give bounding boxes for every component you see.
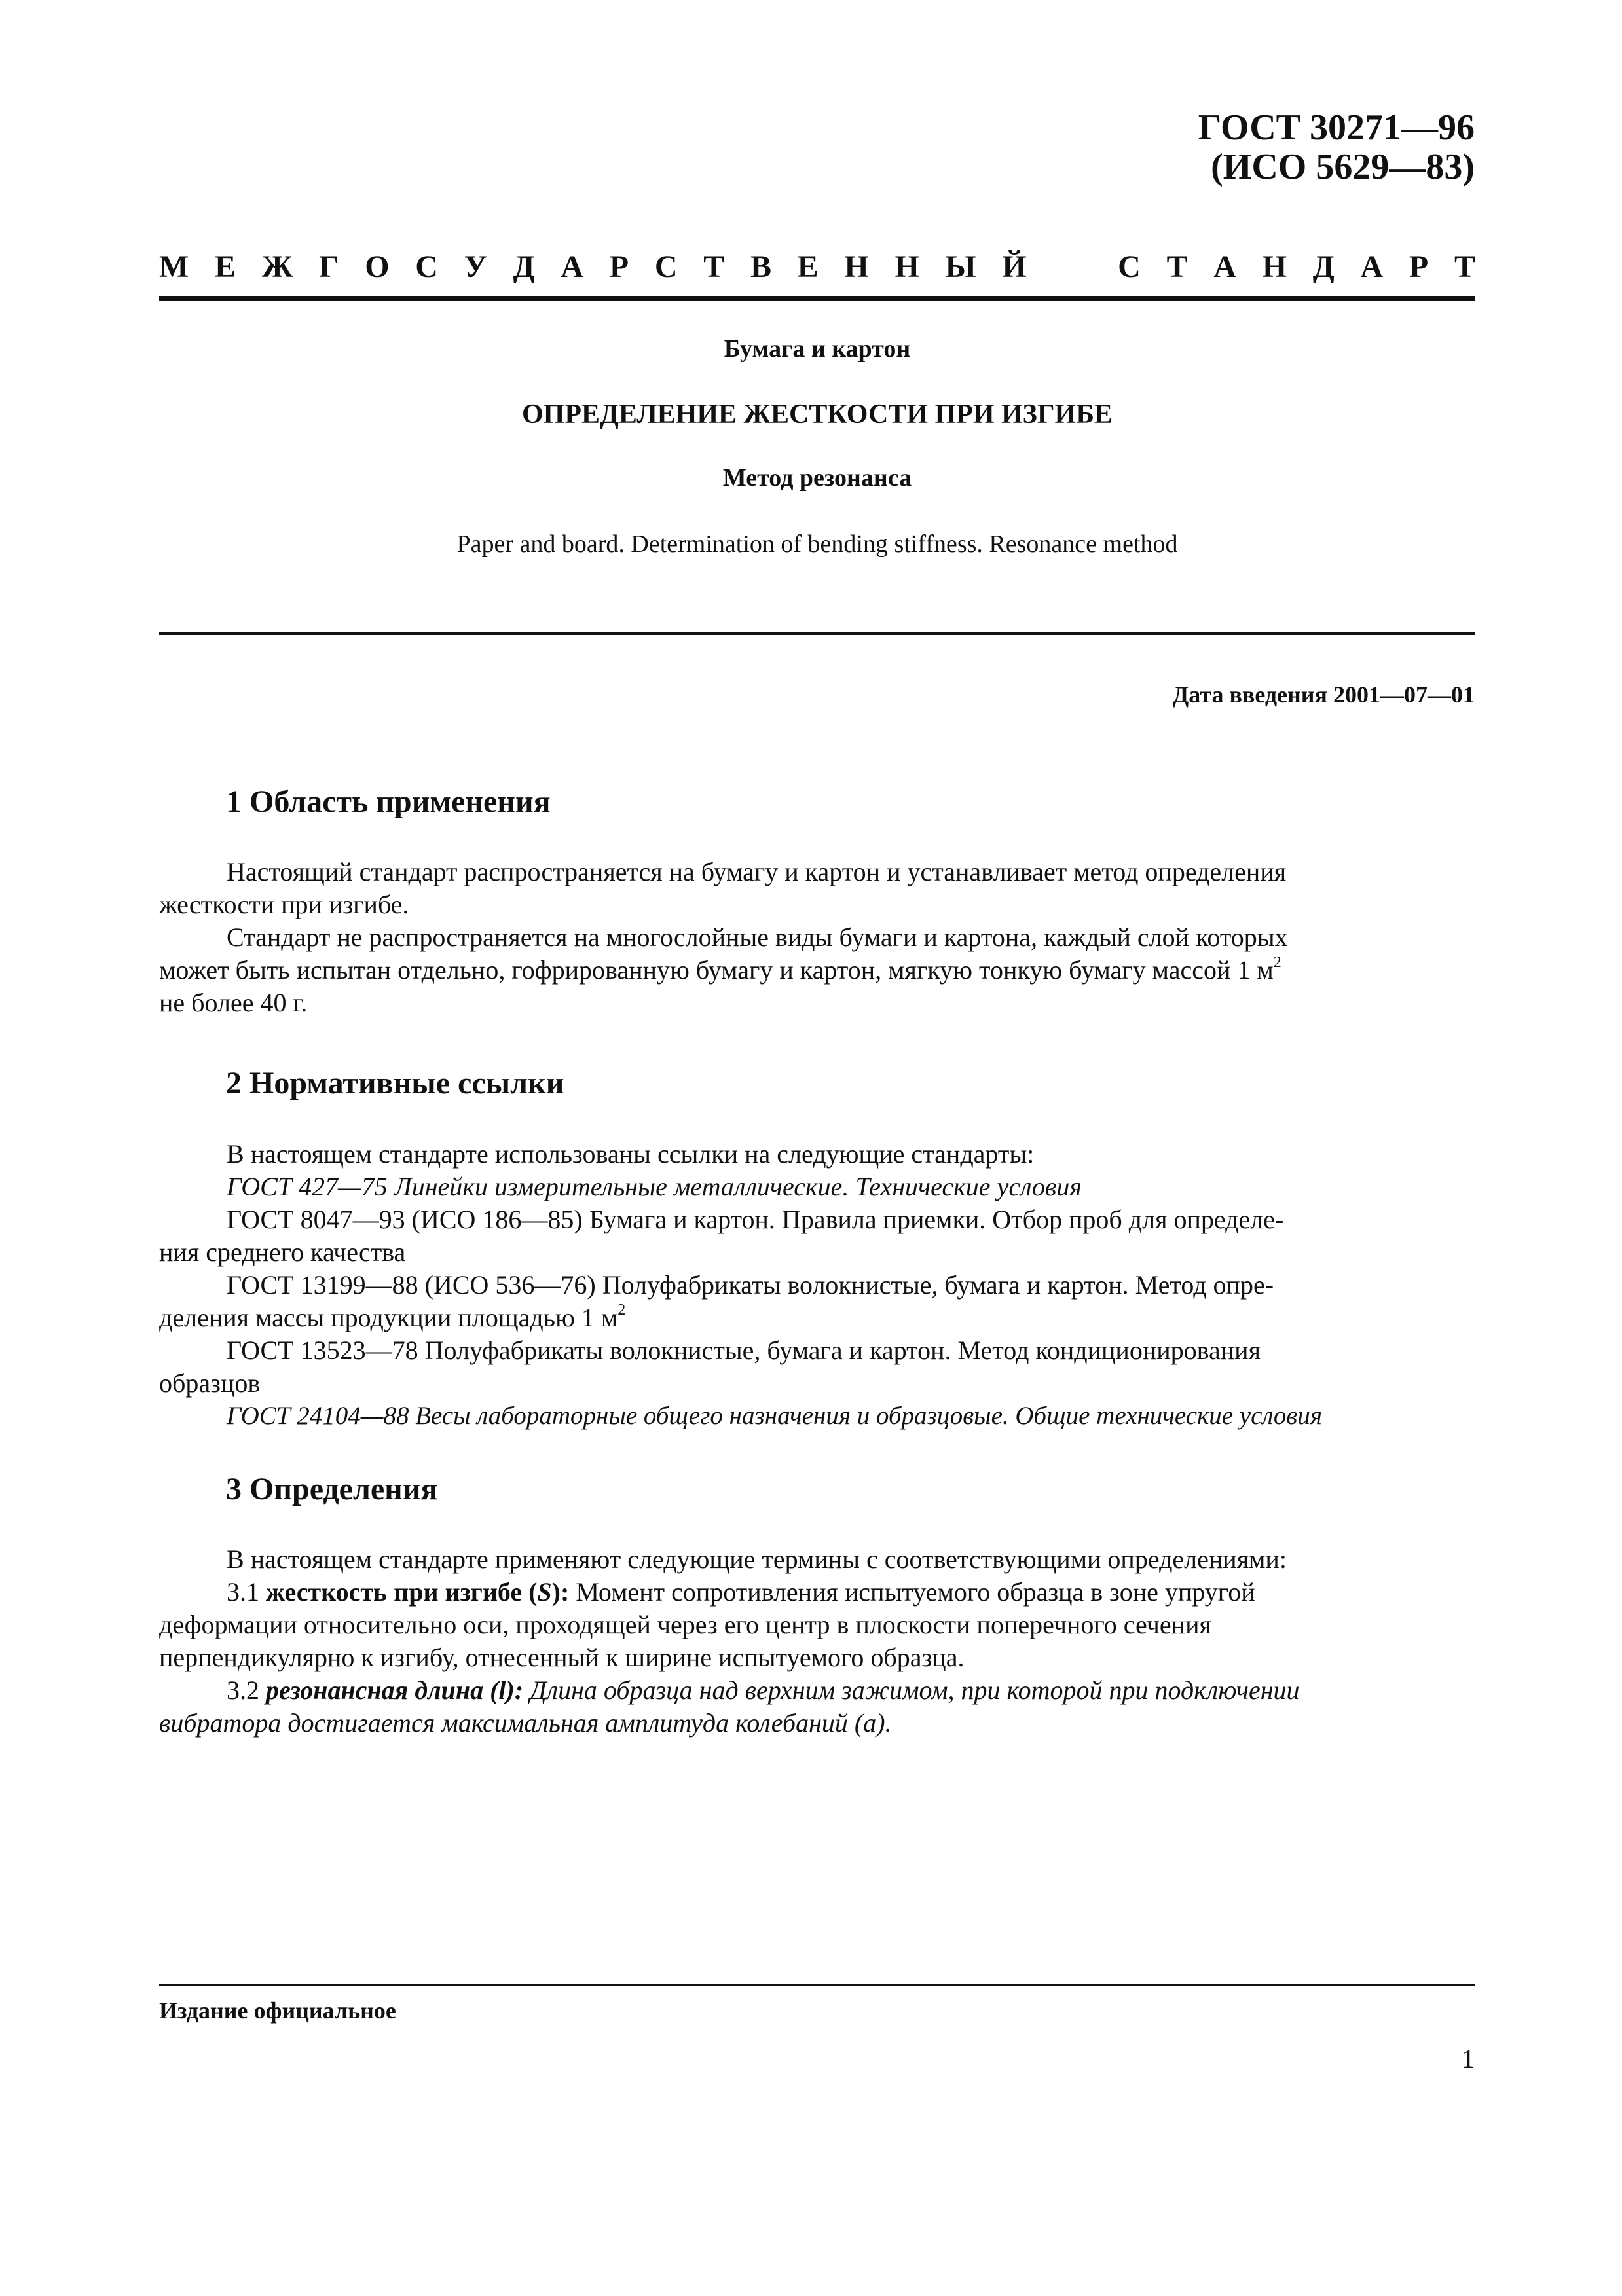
banner-letter: Ы bbox=[945, 249, 976, 284]
banner-letter: Ж bbox=[261, 249, 293, 284]
superscript: 2 bbox=[1273, 953, 1281, 971]
banner-letter: Т bbox=[1166, 249, 1188, 284]
text-line: не более 40 г. bbox=[159, 988, 308, 1017]
section2-heading: 2 Нормативные ссылки bbox=[226, 1066, 564, 1101]
section1-heading: 1 Область применения bbox=[226, 784, 551, 819]
iso-code: (ИСО 5629—83) bbox=[1211, 147, 1475, 187]
definition-number: 3.1 bbox=[227, 1577, 259, 1607]
reference-line: ГОСТ 8047—93 (ИСО 186—85) Бумага и картон. Правила приемки. Отбор проб для определе- bbox=[227, 1205, 1284, 1234]
title-subject: Бумага и картон bbox=[724, 335, 911, 363]
reference-line: ГОСТ 24104—88 Весы лабораторные общего назначения и образцовые. Общие технические условия bbox=[227, 1402, 1322, 1430]
banner-letter: Г bbox=[318, 249, 339, 284]
section2-body bbox=[159, 1138, 1475, 1432]
text-span: деления массы продукции площадью 1 м bbox=[159, 1303, 618, 1332]
text-line: В настоящем стандарте применяют следующие термины с соответствующими определениями: bbox=[227, 1544, 1287, 1574]
definition-line: вибратора достигается максимальная амплитуда колебаний (a). bbox=[159, 1708, 892, 1738]
header-rule bbox=[159, 296, 1475, 301]
definition-line bbox=[159, 1674, 1475, 1707]
page-number: 1 bbox=[1462, 2044, 1475, 2073]
banner-gap bbox=[1052, 247, 1092, 287]
definition-line bbox=[159, 1576, 1475, 1609]
text-line: В настоящем стандарте использованы ссылки на следующие стандарты: bbox=[227, 1139, 1035, 1169]
banner-letter: Р bbox=[609, 249, 629, 284]
banner-letter: С bbox=[1118, 249, 1141, 284]
banner-letter: А bbox=[1213, 249, 1236, 284]
definition-symbol: S bbox=[537, 1577, 552, 1607]
banner-letter: О bbox=[365, 249, 390, 284]
banner-letter: У bbox=[464, 249, 487, 284]
section1-body bbox=[159, 856, 1475, 1019]
definition-number: 3.2 bbox=[227, 1675, 259, 1705]
definition-text: Длина образца над верхним зажимом, при которой при подключении bbox=[530, 1675, 1300, 1705]
text-line bbox=[159, 954, 1475, 987]
standard-code-block bbox=[1198, 108, 1475, 187]
definition-term-end: ): bbox=[551, 1577, 570, 1607]
banner-letter: А bbox=[1360, 249, 1384, 284]
banner-letter: А bbox=[561, 249, 584, 284]
reference-line bbox=[159, 1302, 1475, 1334]
definition-term: жесткость при изгибе ( bbox=[266, 1577, 538, 1607]
official-edition-label: Издание официальное bbox=[159, 1997, 396, 2024]
superscript: 2 bbox=[617, 1301, 626, 1319]
banner-letter: Й bbox=[1002, 249, 1027, 284]
interstate-standard-banner bbox=[159, 247, 1475, 287]
title-method: Метод резонанса bbox=[722, 464, 912, 492]
banner-letter: В bbox=[750, 249, 771, 284]
reference-line: ГОСТ 13523—78 Полуфабрикаты волокнистые, бумага и картон. Метод кондиционирования bbox=[227, 1336, 1261, 1365]
banner-letter: Р bbox=[1409, 249, 1429, 284]
title-english: Paper and board. Determination of bending stiffness. Resonance method bbox=[456, 530, 1178, 558]
definition-term: резонансная длина (l): bbox=[266, 1675, 524, 1705]
banner-letter: Т bbox=[1454, 249, 1475, 284]
banner-letter: М bbox=[159, 249, 189, 284]
definition-line: деформации относительно оси, проходящей через его центр в плоскости поперечного сечения bbox=[159, 1610, 1211, 1639]
definition-line: перпендикулярно к изгибу, отнесенный к ширине испытуемого образца. bbox=[159, 1643, 965, 1672]
text-line: жесткости при изгибе. bbox=[159, 890, 409, 919]
banner-letter: Е bbox=[215, 249, 236, 284]
definition-text: Момент сопротивления испытуемого образца в зоне упругой bbox=[576, 1577, 1255, 1607]
banner-letter: Д bbox=[1312, 249, 1335, 284]
standard-code: ГОСТ 30271—96 bbox=[1198, 107, 1475, 148]
banner-letter: Н bbox=[894, 249, 919, 284]
banner-letter: Е bbox=[797, 249, 819, 284]
banner-letter: Н bbox=[1262, 249, 1287, 284]
text-line: Стандарт не распространяется на многослойные виды бумаги и картона, каждый слой которых bbox=[227, 922, 1288, 952]
banner-letter: Т bbox=[703, 249, 725, 284]
banner-letter: С bbox=[415, 249, 438, 284]
banner-letter: Д bbox=[513, 249, 535, 284]
reference-line: образцов bbox=[159, 1368, 261, 1398]
footer-rule bbox=[159, 1984, 1475, 1986]
title-rule bbox=[159, 632, 1475, 635]
title-main: ОПРЕДЕЛЕНИЕ ЖЕСТКОСТИ ПРИ ИЗГИБЕ bbox=[521, 399, 1113, 429]
text-line: Настоящий стандарт распространяется на бумагу и картон и устанавливает метод определения bbox=[227, 857, 1287, 886]
text-span: может быть испытан отдельно, гофрированную бумагу и картон, мягкую тонкую бумагу массой 1 м bbox=[159, 955, 1274, 985]
banner-letter: С bbox=[654, 249, 678, 284]
banner-letter: Н bbox=[844, 249, 869, 284]
reference-line: ГОСТ 13199—88 (ИСО 536—76) Полуфабрикаты волокнистые, бумага и картон. Метод опре- bbox=[227, 1270, 1274, 1300]
reference-line: ния среднего качества bbox=[159, 1237, 406, 1267]
reference-line: ГОСТ 427—75 Линейки измерительные металлические. Технические условия bbox=[227, 1172, 1082, 1201]
section3-heading: 3 Определения bbox=[226, 1472, 438, 1506]
section3-body bbox=[159, 1543, 1475, 1740]
intro-date: Дата введения 2001—07—01 bbox=[1172, 682, 1475, 708]
